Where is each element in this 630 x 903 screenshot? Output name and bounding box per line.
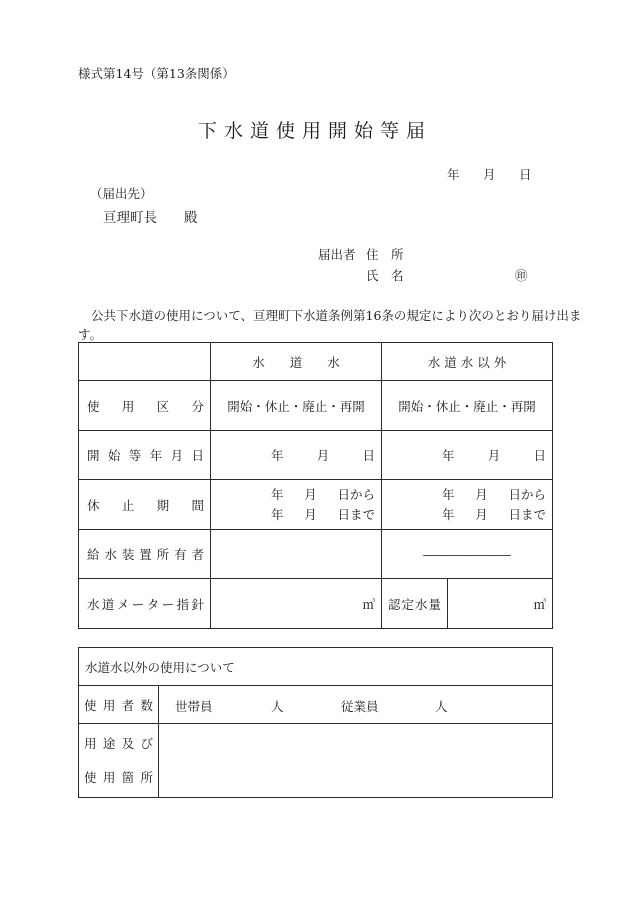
body-text-line1: 公共下水道の使用について、亘理町下水道条例第16条の規定により次のとおり届け出ま [91, 308, 582, 323]
form-number: 様式第14号（第13条関係） [78, 66, 235, 81]
usage-type-label: 使用区分 [79, 381, 211, 431]
to-label: 日まで [337, 506, 375, 522]
start-date-other-line [382, 446, 552, 464]
year-label: 年 [442, 486, 455, 502]
month-label: 月 [475, 486, 488, 502]
address-label: 住 所 [366, 247, 404, 262]
day-label: 日 [362, 448, 375, 463]
from-label: 日から [337, 486, 375, 502]
suspend-period-label: 休止期間 [79, 480, 211, 530]
employees-unit: 人 [435, 699, 448, 714]
owner-row [79, 530, 553, 579]
month-label: 月 [304, 486, 317, 502]
household-unit: 人 [271, 699, 284, 714]
seal-mark: ㊞ [515, 268, 528, 283]
col-water-header: 水 道 水 [211, 343, 382, 381]
owner-other: ――――――― [382, 530, 553, 579]
owner-water[interactable] [211, 530, 382, 579]
table2-header-row [79, 648, 553, 686]
users-label: 使用者数 [79, 686, 159, 724]
suspend-period-other[interactable] [382, 480, 553, 530]
date-month-label: 月 [483, 167, 496, 182]
year-label: 年 [271, 506, 284, 522]
page-title: 下水道使用開始等届 [197, 120, 432, 142]
recipient-label: （届出先） [90, 186, 153, 201]
day-label: 日 [533, 448, 546, 463]
year-label: 年 [442, 448, 455, 463]
non-tap-water-table [78, 647, 553, 798]
certified-volume-value[interactable]: ㎥ [448, 579, 553, 629]
start-date-water[interactable] [211, 431, 382, 480]
date-day-label: 日 [519, 167, 532, 182]
suspend-to-line [382, 505, 552, 525]
purpose-value[interactable] [159, 724, 553, 798]
applicant-label: 届出者 [318, 247, 356, 262]
employees-label: 従業員 [341, 699, 379, 714]
col-other-header: 水 道 水 以 外 [382, 343, 553, 381]
year-label: 年 [442, 506, 455, 522]
to-label: 日まで [508, 506, 546, 522]
purpose-label-line1: 用途及び [84, 735, 153, 751]
start-date-water-line [211, 446, 381, 464]
purpose-row [79, 724, 553, 798]
certified-volume-label: 認定水量 [382, 579, 448, 629]
body-text-line2: す。 [78, 327, 103, 342]
owner-label: 給水装置所有者 [79, 530, 211, 579]
household-label: 世帯員 [175, 699, 213, 714]
start-date-row [79, 431, 553, 480]
month-label: 月 [487, 448, 501, 463]
month-label: 月 [475, 506, 488, 522]
users-row [79, 686, 553, 724]
suspend-period-row [79, 480, 553, 530]
usage-type-row [79, 381, 553, 431]
usage-type-water[interactable]: 開始・休止・廃止・再開 [211, 381, 382, 431]
meter-label: 水道メーター指針 [79, 579, 211, 629]
start-date-label: 開始等年月日 [79, 431, 211, 480]
month-label: 月 [316, 448, 330, 463]
name-label: 氏 名 [366, 268, 404, 283]
usage-table [78, 342, 553, 629]
users-values[interactable] [159, 686, 553, 724]
suspend-period-water[interactable] [211, 480, 382, 530]
year-label: 年 [271, 486, 284, 502]
year-label: 年 [271, 448, 284, 463]
meter-row [79, 579, 553, 629]
purpose-label-line2: 使用箇所 [84, 769, 153, 785]
month-label: 月 [304, 506, 317, 522]
start-date-other[interactable] [382, 431, 553, 480]
usage-type-other[interactable]: 開始・休止・廃止・再開 [382, 381, 553, 431]
suspend-to-line [211, 505, 381, 525]
table2-header: 水道水以外の使用について [79, 648, 553, 686]
meter-water[interactable]: ㎥ [211, 579, 382, 629]
recipient-name: 亘理町長 殿 [103, 210, 198, 226]
blank-header-cell [79, 343, 211, 381]
date-year-label: 年 [447, 167, 460, 182]
table-header-row [79, 343, 553, 381]
suspend-from-line [382, 485, 552, 505]
suspend-from-line [211, 485, 381, 505]
from-label: 日から [508, 486, 546, 502]
purpose-label-cell [79, 724, 159, 798]
